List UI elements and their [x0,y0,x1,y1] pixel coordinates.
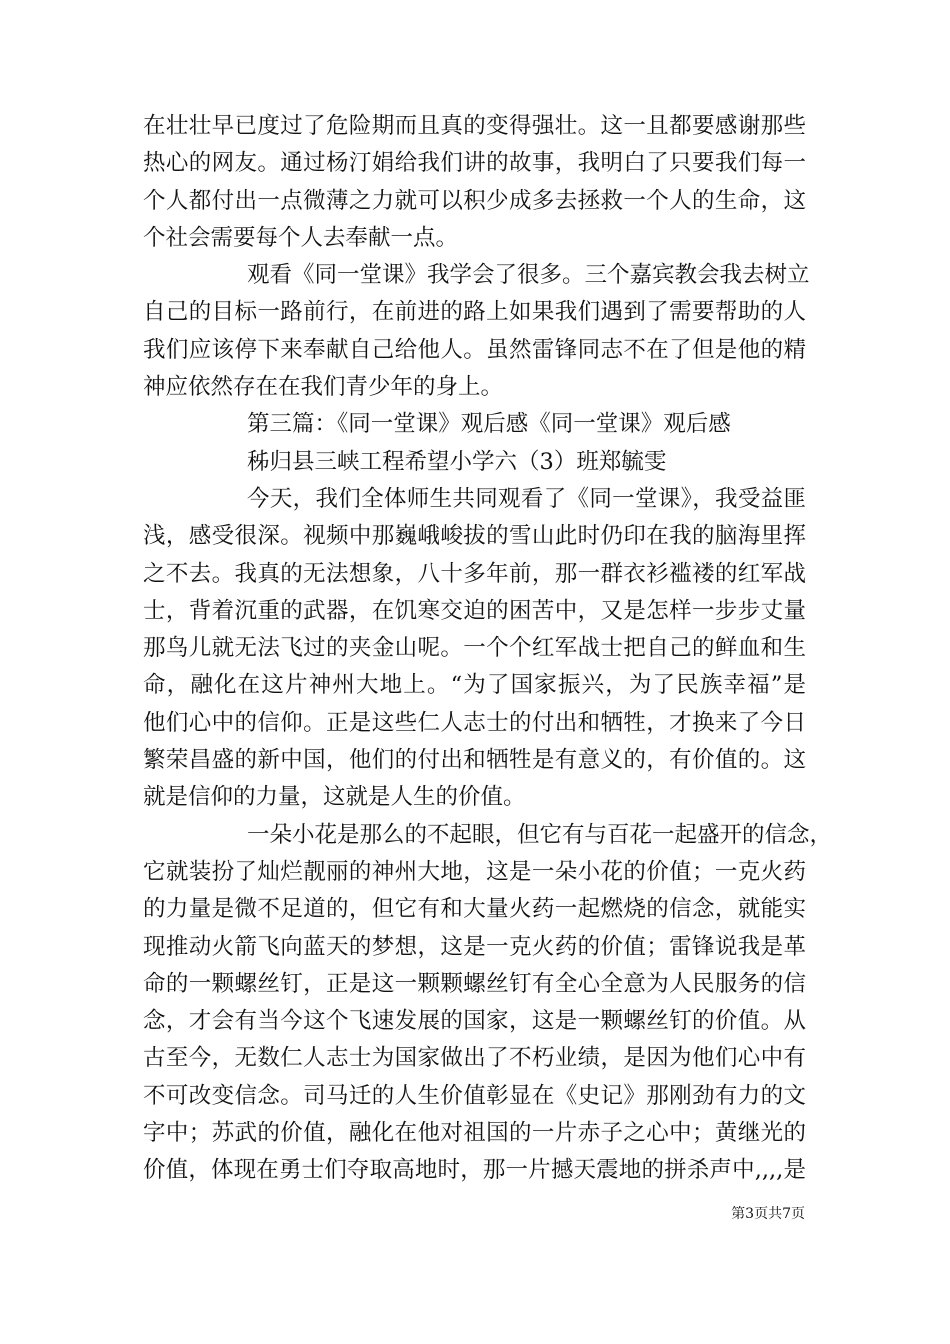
text-line: 古至今，无数仁人志士为国家做出了不朽业绩，是因为他们心中有 [143,1045,806,1072]
text-line: 繁荣昌盛的新中国，他们的付出和牺牲是有意义的，有价值的。这 [143,747,806,774]
text-line: 自己的目标一路前行，在前进的路上如果我们遇到了需要帮助的人 [143,299,806,326]
section-heading [143,444,806,481]
text-line: 在壮壮早已度过了危险期而且真的变得强壮。这一且都要感谢那些 [143,113,806,139]
text-line: 之不去。我真的无法想象，八十多年前，那一群衣衫褴褛的红军战 [143,560,806,587]
text-line: 它就装扮了灿烂靓丽的神州大地，这是一朵小花的价值；一克火药 [143,858,806,885]
text-line: 不可改变信念。司马迁的人生价值彰显在《史记》那刚劲有力的文 [143,1082,806,1109]
text-line: 那鸟儿就无法飞过的夹金山呢。一个个红军战士把自己的鲜血和生 [143,635,806,662]
text-line: 一朵小花是那么的不起眼，但它有与百花一起盛开的信念， [247,821,833,848]
paragraph [143,108,806,257]
text-line: 命，融化在这片神州大地上。“为了国家振兴，为了民族幸福”是 [143,672,806,699]
text-line: 就是信仰的力量，这就是人生的价值。 [143,784,526,811]
text-line: 士，背着沉重的武器，在饥寒交迫的困苦中，又是怎样一步步丈量 [143,597,806,624]
text-line: 念，才会有当今这个飞速发展的国家，这是一颗螺丝钉的价值。从 [143,1008,806,1035]
text-line: 我们应该停下来奉献自己给他人。虽然雷锋同志不在了但是他的精 [143,336,806,363]
paragraph [143,817,833,1190]
text-line: 浅，感受很深。视频中那巍峨峻拔的雪山此时仍印在我的脑海里挥 [143,523,806,550]
text-line: 个社会需要每个人去奉献一点。 [143,224,459,251]
paragraph [143,257,810,406]
text-line: 神应依然存在在我们青少年的身上。 [143,374,504,401]
text-line: 他们心中的信仰。正是这些仁人志士的付出和牺牲，才换来了今日 [143,709,806,736]
text-line: 今天，我们全体师生共同观看了《同一堂课》，我受益匪 [247,485,806,512]
text-line: 命的一颗螺丝钉，正是这一颗颗螺丝钉有全心全意为人民服务的信 [143,970,806,997]
paragraph [143,481,806,817]
text-line: 第三篇：《同一堂课》观后感《同一堂课》观后感 [247,411,731,438]
text-line: 字中；苏武的价值，融化在他对祖国的一片赤子之心中；黄继光的 [143,1120,806,1147]
text-line: 观看《同一堂课》我学会了很多。三个嘉宾教会我去树立 [247,262,810,289]
text-line: 秭归县三峡工程希望小学六（3）班郑毓雯 [247,448,667,475]
document-body [143,108,833,1190]
text-line: 热心的网友。通过杨汀娟给我们讲的故事，我明白了只要我们每一 [143,150,806,177]
page-number: 第3页共7页 [731,1206,805,1222]
text-line: 现推动火箭飞向蓝天的梦想，这是一克火药的价值；雷锋说我是革 [143,933,806,960]
section-heading [143,406,806,443]
text-line: 个人都付出一点微薄之力就可以积少成多去拯救一个人的生命，这 [143,187,806,214]
text-line: 价值，体现在勇士们夺取高地时，那一片撼天震地的拼杀声中,,,,是 [143,1157,806,1184]
text-line: 的力量是微不足道的，但它有和大量火药一起燃烧的信念，就能实 [143,896,806,923]
